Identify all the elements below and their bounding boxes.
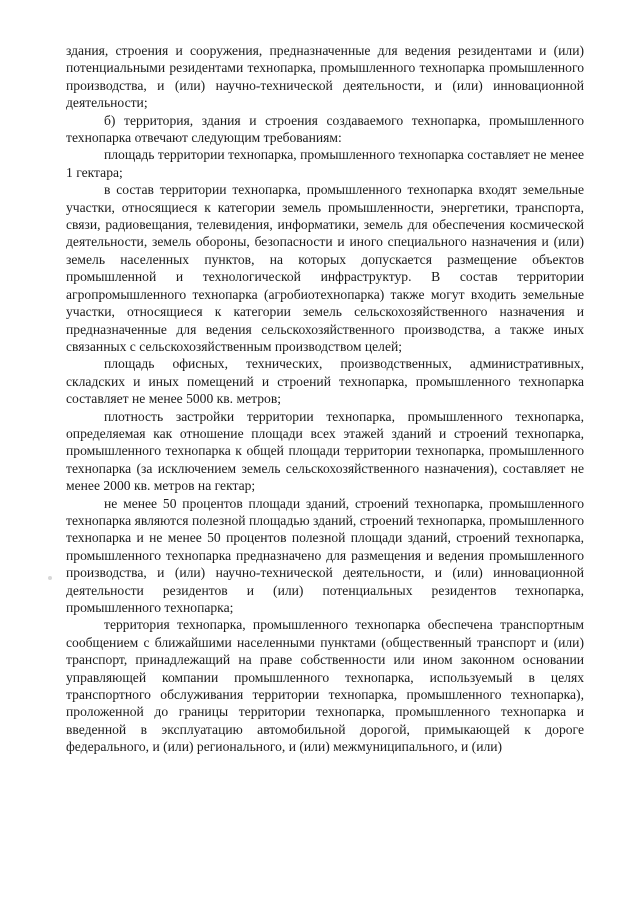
margin-mark: [48, 576, 52, 580]
paragraph-useful-area: не менее 50 процентов площади зданий, строений технопарка, промышленного технопарка являются полезной площадью зданий, строений технопарка, промышленного технопарка и не менее 50 процентов полезной площади зданий, строений технопарка, промышленного технопарка предназначено для размещения и ведения промышленного производства, и (или) научно-технической деятельности, и (или) инновационной деятельности резидентов и (или) потенциальных резидентов технопарка, промышленного технопарка;: [66, 495, 584, 615]
document-body: [66, 42, 584, 756]
paragraph-transport-access: территория технопарка, промышленного технопарка обеспечена транспортным сообщением с ближайшими населенными пунктами (общественный транспорт и (или) транспорт, принадлежащий на праве собственности или ином законном основании управляющей компании промышленного технопарка, используемый в целях транспортного обслуживания территории технопарка, промышленного технопарка), проложенной до границы территории технопарка, промышленного технопарка и введенной в эксплуатацию автомобильной дорогой, примыкающей к дороге федерального, и (или) регионального, и (или) межмуниципального, и (или): [66, 617, 584, 755]
paragraph-land-composition: в состав территории технопарка, промышленного технопарка входят земельные участки, относящиеся к категории земель промышленности, энергетики, транспорта, связи, радиовещания, телевидения, информатики, земель для обеспечения космической деятельности, земель обороны, безопасности и иного специального назначения и (или) земель населенных пунктов, на которых допускается размещение объектов промышленной и технологической инфраструктур. В состав территории агропромышленного технопарка (агробиотехнопарка) также могут входить земельные участки, относящиеся к категории земель сельскохозяйственного назначения и предназначенные для ведения сельскохозяйственного производства, а также иных связанных с сельскохозяйственным производством целей;: [66, 182, 584, 354]
paragraph-premises-area: площадь офисных, технических, производственных, административных, складских и иных помещений и строений технопарка, промышленного технопарка составляет не менее 5000 кв. метров;: [66, 356, 584, 407]
paragraph-territory-area: площадь территории технопарка, промышленного технопарка составляет не менее 1 гектара;: [66, 147, 584, 180]
paragraph-building-density: плотность застройки территории технопарка, промышленного технопарка, определяемая как отношение площади всех этажей зданий и строений технопарка, промышленного технопарка к общей площади территории технопарка, промышленного технопарка (за исключением земель сельскохозяйственного назначения), составляет не менее 2000 кв. метров на гектар;: [66, 408, 584, 494]
paragraph-buildings-continuation: здания, строения и сооружения, предназначенные для ведения резидентами и (или) потенциальными резидентами технопарка, промышленного технопарка промышленного производства, и (или) научно-технической деятельности, и (или) инновационной деятельности;: [66, 43, 584, 111]
paragraph-territory-requirements: б) территория, здания и строения создаваемого технопарка, промышленного технопарка отвечают следующим требованиям:: [66, 112, 584, 146]
